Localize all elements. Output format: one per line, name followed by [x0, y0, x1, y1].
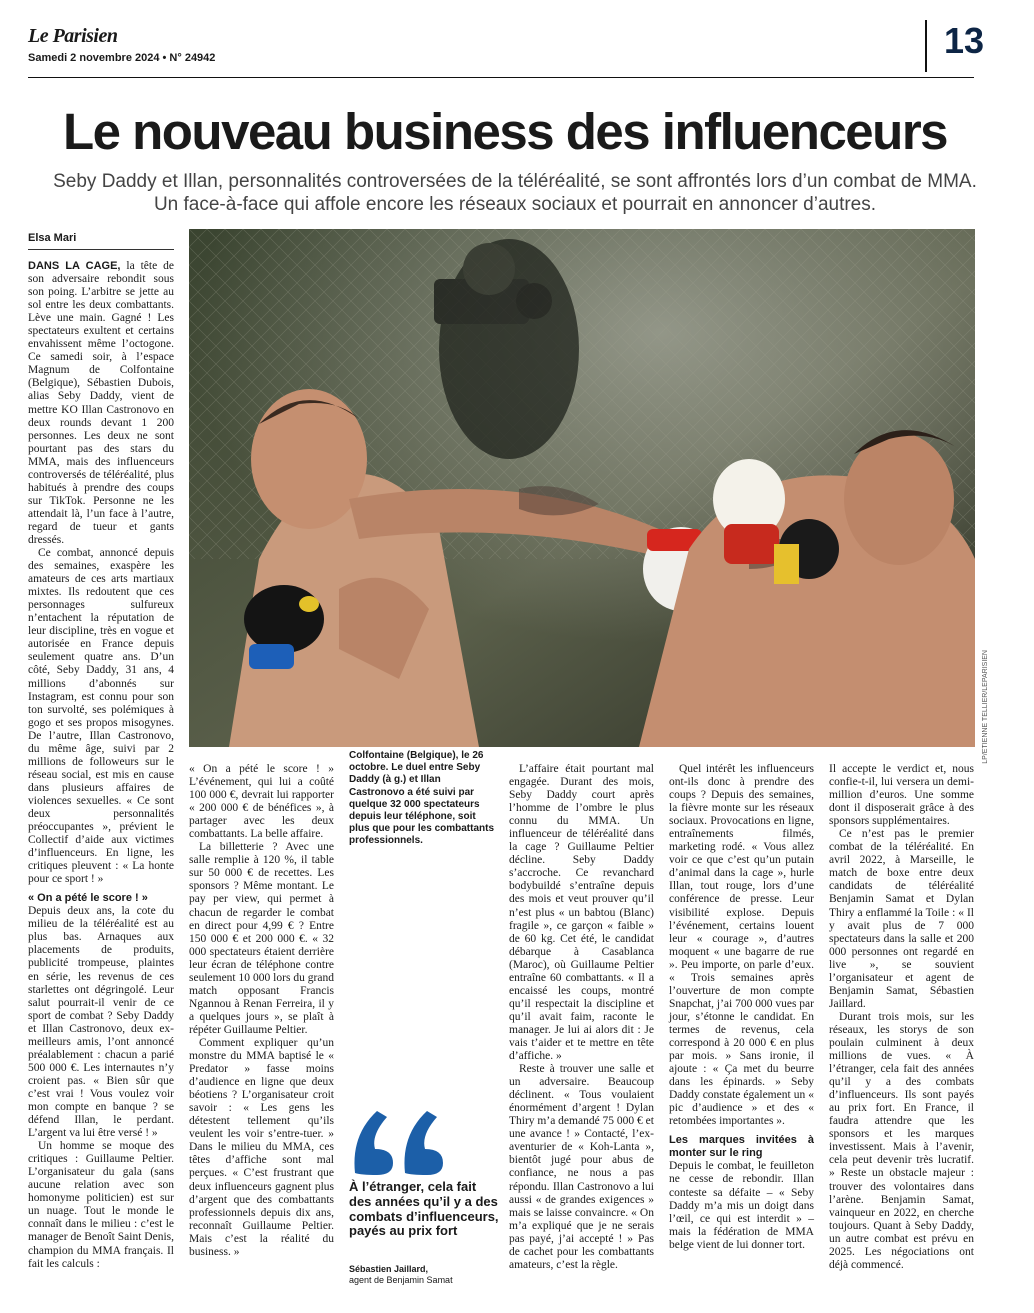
paragraph: Durant trois mois, sur les réseaux, les storys de son poulain culminent à deux millions de vues. « À l’étranger, cela fait des années qu’il y a des combats d’influenceurs. Ils sont payés au prix fort. En France, il faudra attendre que les sponsors et les marques investissent. Mais à l’avenir, cela peut devenir très lucratif. » Reste un obstacle majeur : trouver des volontaires dans l’arène. Benjamin Samat, vainqueur en 2022, en cherche toujours. Quant à Seby Daddy, un autre combat est prévu en 2025. Les négociations ont déjà commencé. [829, 1010, 974, 1271]
article-column-6 [829, 763, 974, 1272]
photo-credit: LP/ETIENNE TELLIER/LEPARISIEN [982, 650, 989, 764]
article-column-4 [509, 763, 654, 1272]
headline: Le nouveau business des influenceurs [62, 103, 948, 160]
paragraph: Ce n’est pas le premier combat de la téléréalité. En avril 2022, à Marseille, le match de boxe entre deux candidats de téléréalité Benjamin Samat et Dylan Thiry a enflammé la Toile : « Il y avait plus de 7 000 spectateurs dans la salle et 200 000 personnes ont regardé en live », se souvient l’organisateur et agent de Benjamin Samat, Sébastien Jaillard. [829, 828, 974, 1010]
header-rule [28, 77, 974, 78]
paragraph: « On a pété le score ! » L’événement, qui lui a coûté 100 000 €, devrait lui rapporter « 200 000 € de bénéfices », à partager avec les deux combattants. La belle affaire. [189, 763, 334, 841]
paragraph: La billetterie ? Avec une salle remplie à 120 %, il table sur 50 000 € de recettes. Les sponsors ? Même montant. Le pay per view, qui permet à chacun de regarder le combat en direct pour 4,99 € ? Entre 150 000 € et 200 000 €. « 32 000 spectateurs étaient derrière leur écran de téléphone contre seulement 10 000 lors du grand match opposant Francis Ngannou à Renan Ferreira, il y a quelques jours », se plaît à répéter Guillaume Peltier. [189, 841, 334, 1036]
article-column-5 [669, 763, 814, 1252]
dateline: Samedi 2 novembre 2024 • N° 24942 [28, 52, 216, 64]
paragraph: L’affaire était pourtant mal engagée. Durant des mois, Seby Daddy court après l’homme de l’ombre le plus connu du MMA. Un influenceur de téléréalité dans la cage ? Guillaume Peltier décline. Seby Daddy s’accroche. Ce revanchard bodybuildé s’entraîne depuis des mois et veut prouver qu’il n’est plus « un babtou (Blanc) fragile », ce garçon « faible » de 60 kg. Cet été, le candidat débarque à Casablanca (Maroc), où Guillaume Peltier entraîne 60 combattants. « Il a encaissé les coups, montré qu’il respectait la discipline et qu’il avait faim, raconte le manager. Je lui ai alors dit : Je vais t’aider et te mettre en tête d’affiche. » [509, 763, 654, 1063]
paragraph [28, 260, 174, 547]
photo-caption: Colfontaine (Belgique), le 26 octobre. Le duel entre Seby Daddy (à g.) et Illan Castronovo a été suivi par quelque 32 000 spectateurs depuis leur téléphone, soit plus que pour les combattants professionnels. [349, 750, 495, 847]
header-divider [925, 20, 927, 72]
quote-author-name: Sébastien Jaillard, [349, 1264, 429, 1274]
quote-mark-icon [349, 1105, 449, 1180]
paragraph: Un homme se moque des critiques : Guillaume Peltier. L’organisateur du gala (sans aucune relation avec son homonyme politicien) est sur un nuage. Tout le monde le connaît dans le milieu : c’est le manager de Benoît Saint Denis, champion du MMA français. Il fait les calculs : [28, 1140, 174, 1270]
intertitle: Les marques invitées à monter sur le ring [669, 1134, 814, 1160]
article-column-2 [189, 763, 334, 1259]
quote-author-role: agent de Benjamin Samat [349, 1275, 453, 1285]
pull-quote-author [349, 1264, 509, 1286]
page-number: 13 [944, 20, 985, 61]
standfirst: Seby Daddy et Illan, personnalités controversées de la téléréalité, se sont affrontés lors d’un combat de MMA. Un face-à-face qui affole encore les réseaux sociaux et pourrait en annoncer d’autres. [53, 171, 977, 215]
article-column-1 [28, 260, 174, 1271]
pull-quote: À l’étranger, cela fait des années qu’il y a des combats d’influenceurs, payés au prix fort [349, 1179, 499, 1239]
paragraph-text: la tête de son adversaire rebondit sous son poing. L’arbitre se jette au sol entre les deux combattants. Lève une main. Gagné ! Les spectateurs exultent et certains envahissent même l’octogone. Ce samedi soir, à l’espace Magnum de Colfontaine (Belgique), Sébastien Dubois, alias Seby Daddy, vient de mettre KO Illan Castronovo en deux rounds devant 1 200 personnes. Les deux ne sont pourtant pas des stars du MMA, mais des influenceurs controversés de téléréalité, plus habitués à prendre des coups sur TikTok. Personne ne les attendait là, l’un face à l’autre, regard de tueur et gants dressés. [28, 260, 174, 546]
paragraph: Depuis le combat, le feuilleton ne cesse de rebondir. Illan conteste sa défaite – « Seby Daddy m’a mis un doigt dans l’œil, ce qui est interdit » – mais la fédération de MMA belge vient de lui donner tort. [669, 1160, 814, 1251]
masthead-logo: Le Parisien [28, 25, 118, 47]
paragraph: Ce combat, annoncé depuis des semaines, exaspère les amateurs de ces arts martiaux mixtes. Ils redoutent que ces personnages sulfureux n’entachent la réputation de leur discipline, très en vogue et autorisée en France depuis seulement quatre ans. D’un côté, Seby Daddy, 31 ans, 4 millions d’abonnés sur Instagram, est connu pour son ton survolté, ses polémiques à gogo et ses propos misogynes. De l’autre, Illan Castronovo, du même âge, suivi par 2 millions de followeurs sur le réseau social, est mis en cause dans plusieurs affaires de violences sexuelles. « Ce sont deux personnalités préoccupantes », prévient le Collectif d’aide aux victimes d’influenceurs. En ligne, les critiques pleuvent : « La honte pour ce sport ! » [28, 547, 174, 886]
lead-in: DANS LA CAGE, [28, 260, 121, 272]
paragraph: Reste à trouver une salle et un adversaire. Beaucoup déclinent. « Tous voulaient énormément d’argent ! Dylan Thiry m’a demandé 75 000 € et une avance ! » Contacté, l’ex-aventurier de « Koh-Lanta », bientôt jugé pour abus de confiance, ne nous a pas répondu. Illan Castronovo a lui aussi « de grandes exigences » mais se laisse convaincre. « On m’a expliqué que je ne serais pas payé, j’ai accepté ! » Pas de cachet pour les combattants amateurs, c’est la règle. [509, 1063, 654, 1271]
author-byline: Elsa Mari [28, 232, 77, 244]
author-rule [28, 249, 174, 250]
intertitle: « On a pété le score ! » [28, 892, 148, 905]
paragraph: Quel intérêt les influenceurs ont-ils donc à prendre des coups ? Depuis des semaines, la fièvre monte sur les réseaux sociaux. Provocations en ligne, entraînements filmés, marketing rodé. « Vous allez voir ce que c’est qu’un putain d’animal dans la cage », hurle Illan, tout rouge, lors d’une conférence de presse. Leur visibilité explose. Depuis l’événement, certains louent leur « courage », d’autres moquent « une bagarre de rue ». Peu importe, on parle d’eux. « Trois semaines après l’ouverture de mon compte Snapchat, j’ai 700 000 vues par jour, s’étonne le candidat. En termes de revenus, cela correspond à 20 000 € en plus par mois. » Sans ironie, il ajoute : « Ça met du beurre dans les épinards. » Seby Daddy constate également un « pic d’audience » et des « retombées importantes ». [669, 763, 814, 1128]
fight-photo [189, 229, 975, 747]
paragraph: Comment expliquer qu’un monstre du MMA baptisé le « Predator » fasse moins d’audience en ligne que deux béotiens ? L’organisateur croit savoir : « Les gens les détestent tellement qu’ils veulent les voir s’entre-tuer. » Dans le milieu du MMA, ces têtes d’affiche sont mal perçues. « C’est frustrant que deux influenceurs gagnent plus d’argent que des combattants professionnels depuis dix ans, reconnaît Guillaume Peltier. Mais c’est la réalité du business. » [189, 1036, 334, 1258]
paragraph: Il accepte le verdict et, nous confie-t-il, lui versera un demi-million d’euros. Une somme dont il disposerait grâce à des sponsors supplémentaires. [829, 763, 974, 828]
paragraph: Depuis deux ans, la cote du milieu de la téléréalité est au plus bas. Arnaques aux placements de produits, publicité trompeuse, plaintes en série, les revenus de ces starlettes ont dégringolé. Leur salut pourrait-il venir de ce sport de combat ? Seby Daddy et Illan Castronovo, deux ex-meilleurs amis, l’ont annoncé préalablement : chacun a parié 500 000 €. Les internautes n’y croient pas. « Bien sûr que c’est vrai ! Vous voulez voir mon compte en banque ? se défend Illan, le perdant. L’argent va lui être versé ! » [28, 905, 174, 1140]
